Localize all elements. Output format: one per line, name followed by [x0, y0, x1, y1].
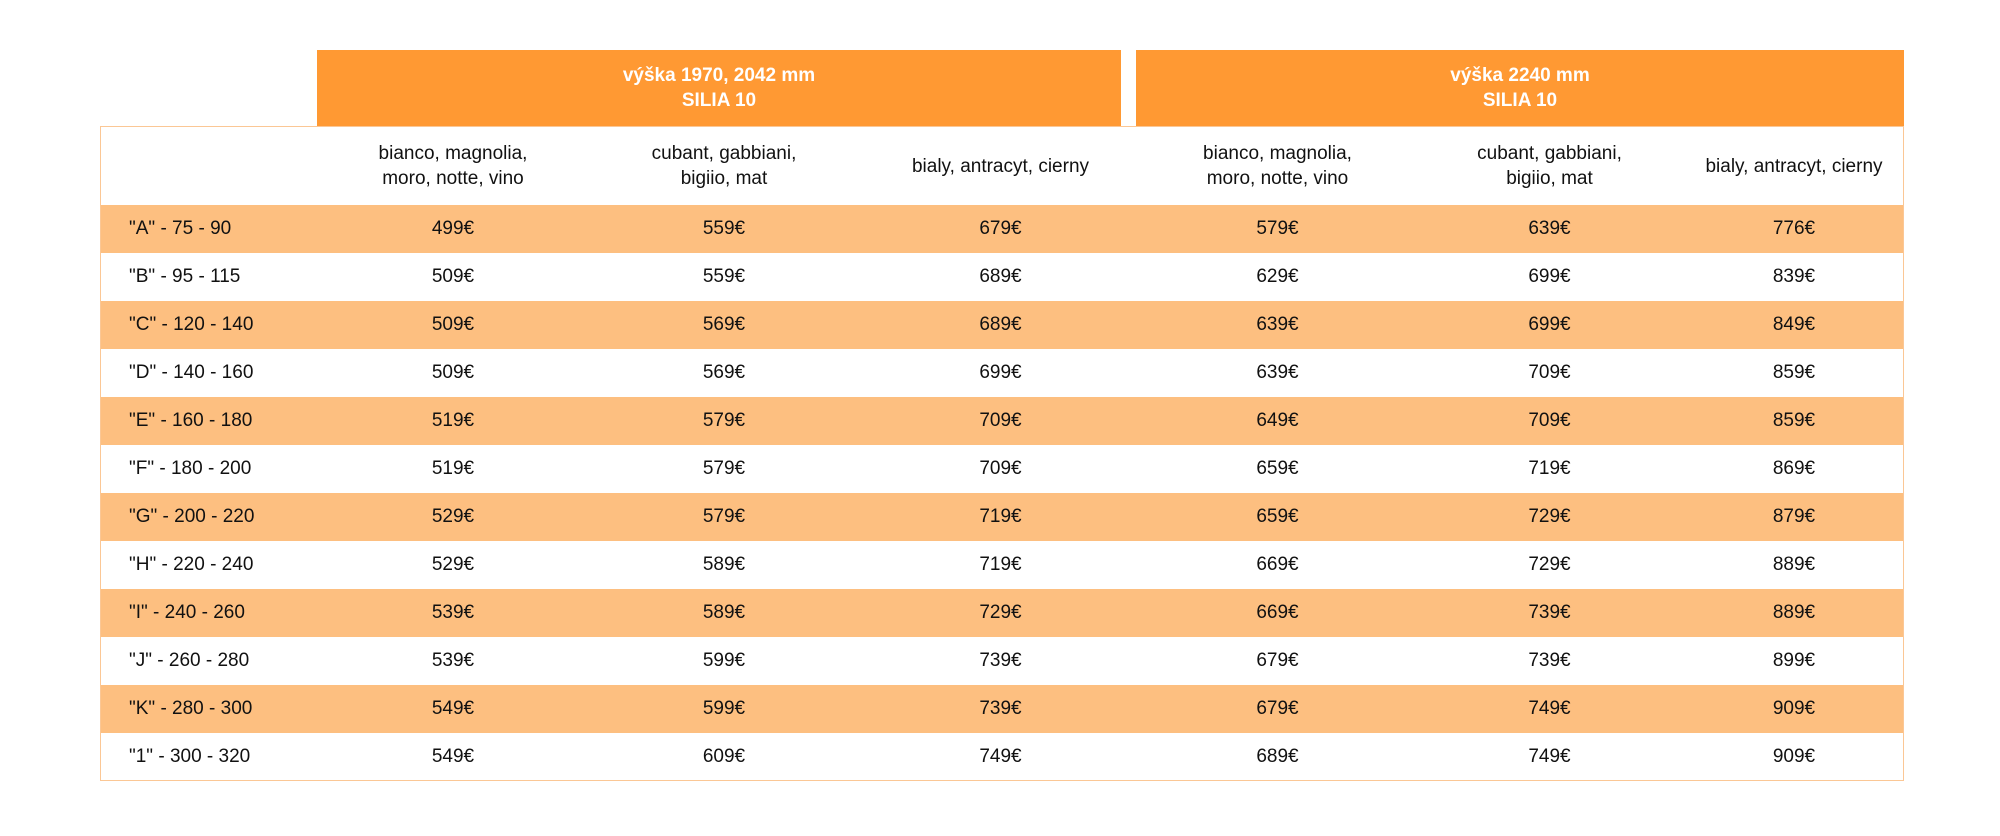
size-label: "G" - 200 - 220: [129, 506, 255, 527]
price-cell: 859€: [1772, 362, 1816, 383]
price-cell: 589€: [702, 602, 746, 623]
price-cell: 719€: [979, 554, 1022, 575]
price-cell: 589€: [702, 554, 746, 575]
price-cell: 579€: [1256, 218, 1299, 239]
size-label: "1" - 300 - 320: [129, 745, 251, 767]
price-cell: 899€: [1772, 650, 1816, 671]
column-header-line: bigiio, mat: [1506, 168, 1593, 189]
column-header-line: bialy, antracyt, cierny: [1705, 155, 1883, 177]
column-header: [318, 141, 588, 191]
price-cell: 539€: [431, 602, 475, 623]
price-cell: 859€: [1772, 410, 1816, 431]
price-cell: 909€: [1772, 745, 1816, 767]
column-header: [860, 154, 1141, 179]
price-cell: 529€: [431, 506, 475, 527]
price-cell: 739€: [1528, 650, 1571, 671]
column-header: [588, 141, 860, 191]
table-body: [100, 126, 1904, 781]
price-cell: 709€: [1528, 410, 1571, 431]
price-cell: 776€: [1772, 218, 1816, 239]
table-row: [101, 541, 1903, 589]
column-header-row: [101, 126, 1903, 205]
price-cell: 519€: [431, 410, 475, 431]
price-cell: 669€: [1256, 602, 1299, 623]
price-cell: 569€: [702, 362, 746, 383]
group-header-model: SILIA 10: [1482, 90, 1558, 111]
price-cell: 639€: [1528, 218, 1571, 239]
table-row: [101, 205, 1903, 253]
size-label: "J" - 260 - 280: [129, 650, 250, 671]
price-cell: 709€: [979, 410, 1022, 431]
table-row: [101, 349, 1903, 397]
price-cell: 509€: [431, 266, 475, 287]
price-cell: 659€: [1256, 458, 1299, 479]
size-label: "B" - 95 - 115: [129, 266, 241, 287]
group-header-height-2240: [1136, 50, 1904, 126]
price-cell: 569€: [702, 314, 746, 335]
price-cell: 739€: [1528, 602, 1571, 623]
price-cell: 629€: [1256, 266, 1299, 287]
size-label: "D" - 140 - 160: [129, 362, 254, 383]
price-cell: 599€: [702, 698, 746, 719]
price-cell: 889€: [1772, 554, 1816, 575]
size-label: "A" - 75 - 90: [129, 218, 232, 239]
price-table: [100, 50, 1904, 781]
price-cell: 839€: [1772, 266, 1816, 287]
price-rows: [101, 205, 1903, 780]
price-cell: 539€: [431, 650, 475, 671]
price-cell: 579€: [702, 458, 746, 479]
price-cell: 699€: [1528, 266, 1571, 287]
size-label: "I" - 240 - 260: [129, 602, 245, 623]
price-cell: 659€: [1256, 506, 1299, 527]
table-row: [101, 733, 1903, 780]
table-row: [101, 493, 1903, 541]
price-cell: 719€: [979, 506, 1022, 527]
price-cell: 699€: [979, 362, 1022, 383]
price-cell: 729€: [1528, 506, 1571, 527]
price-cell: 729€: [979, 602, 1022, 623]
price-cell: 509€: [431, 362, 475, 383]
price-cell: 639€: [1256, 362, 1299, 383]
column-header: [1685, 154, 1903, 179]
price-cell: 579€: [702, 410, 746, 431]
price-cell: 719€: [1528, 458, 1571, 479]
price-cell: 749€: [1528, 745, 1571, 767]
column-header-line: moro, notte, vino: [382, 168, 524, 189]
column-header: [1141, 141, 1414, 191]
table-row: [101, 589, 1903, 637]
size-label: "H" - 220 - 240: [129, 554, 254, 575]
price-cell: 669€: [1256, 554, 1299, 575]
table-row: [101, 637, 1903, 685]
price-cell: 689€: [1256, 745, 1299, 767]
price-cell: 639€: [1256, 314, 1299, 335]
price-cell: 869€: [1772, 458, 1816, 479]
table-row: [101, 397, 1903, 445]
price-cell: 709€: [1528, 362, 1571, 383]
group-header-title: výška 1970, 2042 mm: [622, 65, 816, 86]
table-row: [101, 301, 1903, 349]
size-label: "K" - 280 - 300: [129, 698, 253, 719]
column-header-line: bialy, antracyt, cierny: [911, 155, 1090, 177]
column-header: [1414, 141, 1685, 191]
price-cell: 649€: [1256, 410, 1299, 431]
group-header-height-1970-2042: [317, 50, 1121, 126]
column-header-line: cubant, gabbiani,: [651, 143, 797, 164]
column-header-line: bianco, magnolia,: [378, 143, 528, 164]
price-cell: 559€: [702, 218, 746, 239]
price-cell: 559€: [702, 266, 746, 287]
price-cell: 549€: [431, 698, 475, 719]
price-cell: 689€: [979, 266, 1022, 287]
size-label: "C" - 120 - 140: [129, 314, 254, 335]
price-cell: 749€: [979, 745, 1022, 767]
group-header-model: SILIA 10: [681, 90, 757, 111]
price-cell: 609€: [702, 745, 746, 767]
price-cell: 739€: [979, 698, 1022, 719]
price-cell: 879€: [1772, 506, 1816, 527]
price-cell: 679€: [979, 218, 1022, 239]
price-cell: 699€: [1528, 314, 1571, 335]
group-header-row: [100, 50, 1904, 126]
price-cell: 519€: [431, 458, 475, 479]
price-cell: 739€: [979, 650, 1022, 671]
price-cell: 679€: [1256, 698, 1299, 719]
price-cell: 499€: [431, 218, 475, 239]
price-cell: 909€: [1772, 698, 1816, 719]
group-header-title: výška 2240 mm: [1450, 65, 1590, 86]
table-row: [101, 253, 1903, 301]
column-header-line: moro, notte, vino: [1206, 168, 1349, 189]
price-cell: 549€: [431, 745, 475, 767]
price-cell: 889€: [1772, 602, 1816, 623]
price-cell: 599€: [702, 650, 746, 671]
size-label: "E" - 160 - 180: [129, 410, 253, 431]
column-header-line: cubant, gabbiani,: [1477, 143, 1622, 164]
price-cell: 509€: [431, 314, 475, 335]
price-cell: 529€: [431, 554, 475, 575]
price-cell: 579€: [702, 506, 746, 527]
price-cell: 849€: [1772, 314, 1816, 335]
size-label: "F" - 180 - 200: [129, 458, 252, 479]
price-cell: 749€: [1528, 698, 1571, 719]
column-header-line: bianco, magnolia,: [1203, 143, 1352, 164]
price-cell: 679€: [1256, 650, 1299, 671]
column-header-line: bigiio, mat: [680, 168, 768, 189]
price-cell: 709€: [979, 458, 1022, 479]
table-row: [101, 445, 1903, 493]
table-row: [101, 685, 1903, 733]
price-cell: 689€: [979, 314, 1022, 335]
price-cell: 729€: [1528, 554, 1571, 575]
